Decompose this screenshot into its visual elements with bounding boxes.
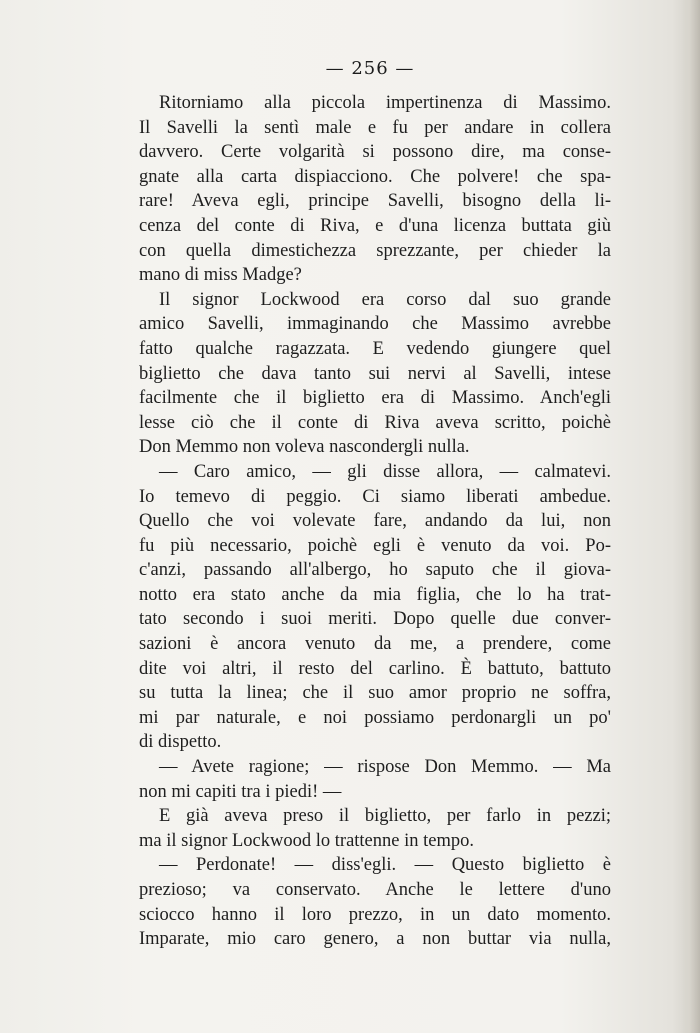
- page-number: — 256 —: [325, 58, 415, 79]
- text-line: notto era stato anche da mia figlia, che lo ha trat-: [139, 584, 611, 605]
- text-line: dite voi altri, il resto del carlino. È battuto, battuto: [139, 658, 611, 679]
- text-line: davvero. Certe volgarità si possono dire, ma conse-: [139, 142, 611, 163]
- text-line: Ritorniamo alla piccola impertinenza di Massimo.: [159, 93, 611, 113]
- text-line: sazioni è ancora venuto da me, a prendere, come: [139, 634, 611, 655]
- text-line: Io temevo di peggio. Ci siamo liberati ambedue.: [139, 486, 611, 507]
- text-line: su tutta la linea; che il suo amor proprio ne soffra,: [139, 683, 611, 704]
- text-line: Quello che voi volevate fare, andando da lui, non: [139, 511, 611, 532]
- text-line: gnate alla carta dispiacciono. Che polvere! che spa-: [139, 166, 611, 187]
- text-line: c'anzi, passando all'albergo, ho saputo che il giova-: [139, 560, 611, 581]
- text-line: ma il signor Lockwood lo trattenne in tempo.: [139, 830, 474, 851]
- text-line: di dispetto.: [139, 732, 222, 753]
- text-line: prezioso; va conservato. Anche le lettere d'uno: [139, 880, 611, 900]
- text-line: tato secondo i suoi meriti. Dopo quelle due conver-: [139, 609, 611, 630]
- text-line: mi par naturale, e noi possiamo perdonargli un po': [139, 707, 611, 728]
- text-line: fu più necessario, poichè egli è venuto da voi. Po-: [139, 535, 611, 556]
- text-line: amico Savelli, immaginando che Massimo avrebbe: [139, 314, 611, 335]
- text-line: mano di miss Madge?: [139, 265, 302, 286]
- text-line: sciocco hanno il loro prezzo, in un dato momento.: [139, 904, 611, 925]
- text-line: cenza del conte di Riva, e d'una licenza buttata giù: [139, 215, 611, 236]
- text-line: facilmente che il biglietto era di Massimo. Anch'egli: [139, 388, 611, 409]
- text-line: non mi capiti tra i piedi! —: [139, 781, 342, 802]
- body-text: [139, 91, 611, 952]
- text-line: — Caro amico, — gli disse allora, — calmatevi.: [159, 461, 611, 482]
- text-line: E già aveva preso il biglietto, per farlo in pezzi;: [159, 806, 611, 827]
- text-line: fatto qualche ragazzata. E vedendo giungere quel: [139, 338, 611, 359]
- page-gutter-shadow: [682, 0, 700, 1033]
- text-line: lesse ciò che il conte di Riva aveva scritto, poichè: [139, 412, 611, 433]
- text-line: Imparate, mio caro genero, a non buttar via nulla,: [139, 929, 611, 950]
- text-line: Il signor Lockwood era corso dal suo grande: [159, 289, 611, 310]
- text-line: Don Memmo non voleva nascondergli nulla.: [139, 437, 470, 458]
- text-line: — Avete ragione; — rispose Don Memmo. — Ma: [159, 757, 611, 778]
- text-line: Il Savelli la sentì male e fu per andare in collera: [139, 117, 611, 138]
- text-line: biglietto che dava tanto sui nervi al Savelli, intese: [139, 363, 611, 384]
- text-line: — Perdonate! — diss'egli. — Questo biglietto è: [159, 855, 611, 876]
- text-line: rare! Aveva egli, principe Savelli, bisogno della li-: [139, 191, 611, 212]
- text-line: con quella dimestichezza sprezzante, per chieder la: [139, 240, 611, 261]
